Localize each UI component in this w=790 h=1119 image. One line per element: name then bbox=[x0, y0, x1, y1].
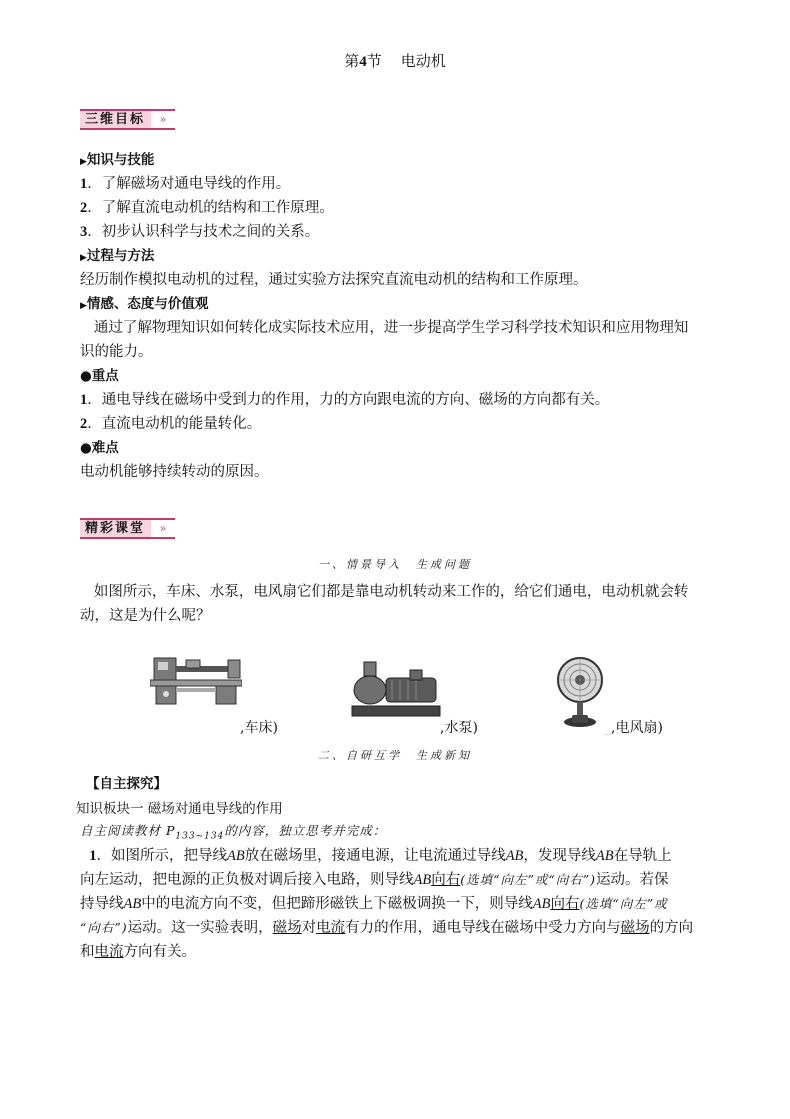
q1-text-b: 放在磁场里，接通电源，让电流通过导线 bbox=[244, 848, 506, 864]
emotion-heading-text: 情感、态度与价值观 bbox=[86, 296, 209, 312]
key-item-text: 直流电动机的能量转化。 bbox=[101, 416, 262, 432]
difficult-text: 电动机能够持续转动的原因。 bbox=[80, 464, 269, 480]
var-ab: AB bbox=[413, 872, 432, 888]
reading-suffix: 的内容，独立思考并完成： bbox=[224, 823, 387, 838]
answer-6: 电流 bbox=[94, 944, 124, 960]
process-heading-text: 过程与方法 bbox=[86, 248, 155, 264]
q1-text-i: 运动。这一实验表明， bbox=[127, 920, 273, 936]
hint-1: (选填“向左”或“向右”) bbox=[460, 872, 597, 887]
q1-text-k: 有力的作用，通电导线在磁场中受力方向与 bbox=[345, 920, 621, 936]
var-ab: AB bbox=[505, 848, 524, 864]
knowledge-item-3: 3．初步认识科学与技术之间的关系。 bbox=[80, 224, 320, 240]
q1-text-d: 在导轨上 bbox=[613, 848, 672, 864]
reading-instruction bbox=[80, 821, 386, 842]
q1-line1 bbox=[80, 844, 672, 865]
q1-text-g: 持导线 bbox=[80, 896, 124, 912]
q1-line5 bbox=[80, 940, 196, 961]
page-title bbox=[0, 50, 790, 71]
key-heading bbox=[80, 364, 119, 384]
explore-heading: 【自主探究】 bbox=[86, 776, 167, 792]
answer-2: 向右 bbox=[550, 896, 580, 912]
intro-line2: 动，这是为什么呢？ bbox=[80, 608, 211, 624]
key-heading-text: 重点 bbox=[91, 368, 119, 384]
key-item-2: 2．直流电动机的能量转化。 bbox=[80, 416, 262, 432]
fan-caption-wrap bbox=[604, 717, 663, 737]
knowledge-item-2: 2．了解直流电动机的结构和工作原理。 bbox=[80, 200, 334, 216]
process-heading bbox=[80, 244, 154, 264]
fan-caption-marker: _ bbox=[604, 720, 611, 736]
triangle-bullet-icon: ▶ bbox=[80, 253, 87, 263]
emotion-text-line1 bbox=[80, 316, 688, 337]
emotion-text-line2: 识的能力。 bbox=[80, 344, 153, 360]
q1-text-j: 对 bbox=[301, 920, 317, 936]
reading-prefix: 自主阅读教材 P bbox=[80, 823, 176, 838]
circle-bullet-icon: ● bbox=[80, 368, 92, 384]
q1-text-n: 方向有关。 bbox=[123, 944, 196, 960]
q1-number: 1 bbox=[89, 848, 97, 864]
circle-bullet-icon: ● bbox=[80, 440, 92, 456]
fan-caption: ,电风扇) bbox=[611, 720, 663, 736]
emotion-text-1: 通过了解物理知识如何转化成实际技术应用，进一步提高学生学习科学技术知识和应用物理知 bbox=[93, 320, 689, 336]
hint-2: (选填“向左”或 bbox=[579, 896, 668, 911]
difficult-heading-text: 难点 bbox=[91, 440, 119, 456]
goals-badge bbox=[80, 109, 175, 130]
q1-text-c: ，发现导线 bbox=[523, 848, 596, 864]
section-number: 4 bbox=[359, 54, 367, 70]
key-item-text: 通电导线在磁场中受到力的作用，力的方向跟电流的方向、磁场的方向都有关。 bbox=[101, 392, 610, 408]
var-ab: AB bbox=[226, 848, 245, 864]
answer-5: 磁场 bbox=[620, 920, 650, 936]
classroom-badge bbox=[80, 518, 175, 539]
section-prefix: 第 bbox=[344, 52, 360, 70]
knowledge-item-1: 1．了解磁场对通电导线的作用。 bbox=[80, 176, 291, 192]
q1-text-f: 运动。若保 bbox=[596, 872, 669, 888]
part2-title: 二、自研互学 生成新知 bbox=[318, 749, 472, 762]
knowledge-heading-text: 知识与技能 bbox=[86, 152, 155, 168]
answer-3: 磁场 bbox=[272, 920, 302, 936]
part1-title: 一、情景导入 生成问题 bbox=[318, 558, 472, 571]
var-ab: AB bbox=[532, 896, 551, 912]
q1-line3 bbox=[80, 892, 668, 913]
block-title: 知识板块一 磁场对通电导线的作用 bbox=[76, 801, 283, 817]
intro-text-1: 如图所示，车床、水泵，电风扇它们都是靠电动机转动来工作的，给它们通电，电动机就会转 bbox=[93, 584, 689, 600]
triangle-bullet-icon: ▶ bbox=[80, 301, 87, 311]
q1-line2 bbox=[80, 868, 669, 889]
goals-badge-label: 三维目标 bbox=[80, 109, 151, 130]
q1-text-e: 向左运动，把电源的正负极对调后接入电路，则导线 bbox=[80, 872, 414, 888]
emotion-heading bbox=[80, 292, 208, 312]
q1-text-a: ．如图所示，把导线 bbox=[96, 848, 227, 864]
double-chevron-icon: » bbox=[151, 518, 175, 539]
answer-4: 电流 bbox=[316, 920, 346, 936]
hint-2-end: “向右”) bbox=[80, 920, 128, 935]
section-suffix: 节 bbox=[366, 52, 382, 70]
knowledge-item-text: 了解磁场对通电导线的作用。 bbox=[101, 176, 291, 192]
var-ab: AB bbox=[123, 896, 142, 912]
triangle-bullet-icon: ▶ bbox=[80, 157, 87, 167]
q1-text-l: 的方向 bbox=[649, 920, 694, 936]
intro-line1 bbox=[80, 580, 688, 601]
water-pump-image bbox=[350, 656, 442, 720]
q1-text-h: 中的电流方向不变，但把蹄形磁铁上下磁极调换一下，则导线 bbox=[141, 896, 533, 912]
knowledge-item-text: 了解直流电动机的结构和工作原理。 bbox=[101, 200, 334, 216]
q1-line4 bbox=[80, 916, 693, 937]
difficult-heading bbox=[80, 436, 119, 456]
q1-text-m: 和 bbox=[80, 944, 95, 960]
key-item-1: 1．通电导线在磁场中受到力的作用，力的方向跟电流的方向、磁场的方向都有关。 bbox=[80, 392, 610, 408]
var-ab: AB bbox=[595, 848, 614, 864]
lathe-image bbox=[150, 650, 242, 706]
knowledge-item-text: 初步认识科学与技术之间的关系。 bbox=[101, 224, 320, 240]
section-title: 电动机 bbox=[400, 52, 446, 70]
classroom-badge-label: 精彩课堂 bbox=[80, 518, 151, 539]
knowledge-heading bbox=[80, 148, 154, 168]
pump-caption: ,水泵) bbox=[440, 720, 478, 736]
process-text: 经历制作模拟电动机的过程，通过实验方法探究直流电动机的结构和工作原理。 bbox=[80, 272, 588, 288]
lathe-caption: ,车床) bbox=[240, 720, 278, 736]
electric-fan-image bbox=[556, 656, 604, 732]
double-chevron-icon: » bbox=[151, 109, 175, 130]
answer-1: 向右 bbox=[431, 872, 461, 888]
reading-page-range: 133~134 bbox=[175, 831, 225, 842]
